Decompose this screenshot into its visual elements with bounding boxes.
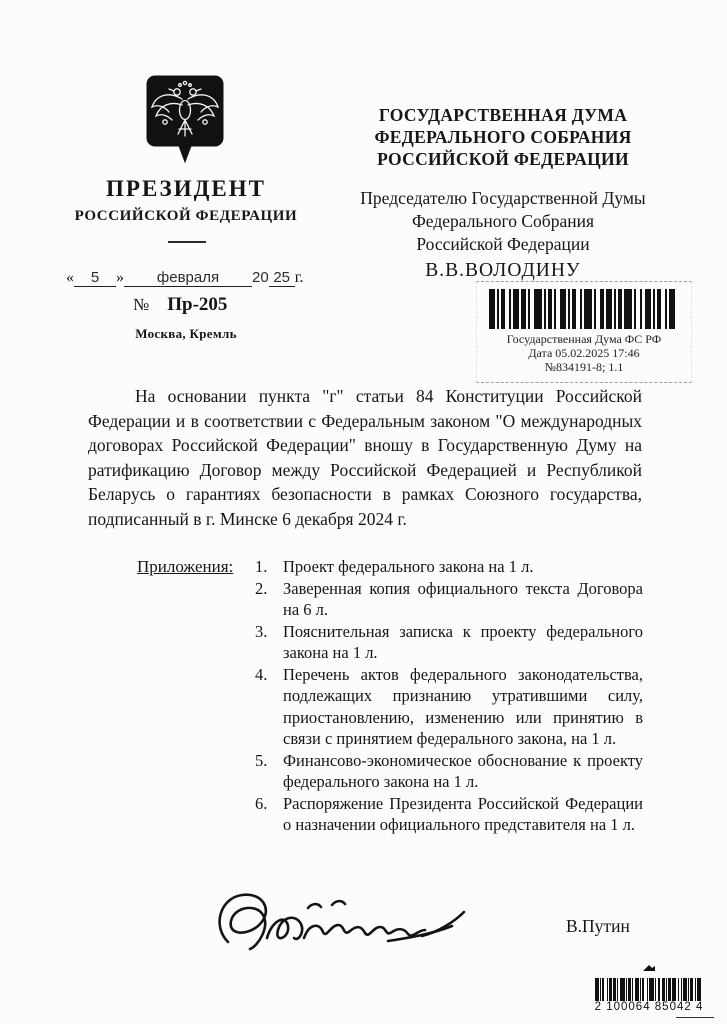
- divider-line: [168, 241, 206, 243]
- addressee-block: [336, 187, 670, 282]
- sender-subtitle: РОССИЙСКОЙ ФЕДЕРАЦИИ: [74, 208, 298, 224]
- bottom-barcode-block: [590, 960, 708, 1014]
- date-year-suffix: г.: [294, 269, 304, 286]
- attachments-list: [255, 556, 643, 836]
- recipient-org-line2: ФЕДЕРАЛЬНОГО СОБРАНИЯ: [374, 127, 632, 147]
- coat-of-arms-icon: [143, 74, 227, 170]
- addressee-line2: Федерального Собрания: [411, 211, 595, 231]
- addressee-line3: Российской Федерации: [416, 234, 590, 254]
- sender-title: ПРЕЗИДЕНТ: [106, 176, 266, 201]
- body-paragraph: На основании пункта "г" статьи 84 Конституции Российской Федерации и в соответствии с Федеральным законом "О международных договорах Российской Федерации" вношу в Государственную Думу на ратификацию Договор между Российской Федерацией и Республикой Беларусь о гарантиях безопасности в рамках Союзного государства, подписанный в г. Минске 6 декабря 2024 г.: [88, 386, 642, 529]
- print-mark-icon: [641, 964, 657, 972]
- attachment-item: Проект федерального закона на 1 л.: [283, 557, 534, 576]
- stamp-date: Дата 05.02.2025 17:46: [528, 346, 640, 360]
- attachment-item: Заверенная копия официального текста Договора на 6 л.: [283, 578, 643, 619]
- addressee-line1: Председателю Государственной Думы: [360, 188, 646, 208]
- open-quote: «: [66, 269, 74, 286]
- attachment-item: Пояснительная записка к проекту федерального закона на 1 л.: [283, 621, 643, 662]
- signature-autograph-icon: [212, 886, 497, 971]
- stamp-barcode-icon: [489, 289, 679, 329]
- barcode-digits: 2 100064 85042 4: [594, 1001, 704, 1013]
- date-month: февраля: [124, 269, 252, 287]
- stamp-org: Государственная Дума ФС РФ: [506, 332, 662, 346]
- attachment-item: Перечень актов федерального законодательства, подлежащих признанию утратившими силу, приостановлению, изменению или принятию в связи с принятием федерального закона, на 1 л.: [283, 664, 643, 748]
- date-century: 20: [252, 269, 269, 286]
- attachments-section: [137, 556, 643, 836]
- number-sign: №: [133, 295, 150, 314]
- recipient-block: [336, 104, 670, 282]
- pen-mark: [676, 1017, 714, 1019]
- addressee-name: В.В.ВОЛОДИНУ: [425, 260, 581, 281]
- recipient-org-line1: ГОСУДАРСТВЕННАЯ ДУМА: [378, 105, 628, 125]
- date-line: [66, 269, 303, 287]
- document-number: Пр-205: [167, 294, 228, 315]
- document-number-line: [133, 294, 227, 316]
- attachment-item: Финансово-экономическое обоснование к проекту федерального закона на 1 л.: [283, 750, 643, 791]
- close-quote: »: [116, 269, 124, 286]
- stamp-reg-number: №834191-8; 1.1: [544, 360, 624, 374]
- date-day: 5: [74, 269, 116, 287]
- recipient-org-line3: РОССИЙСКОЙ ФЕДЕРАЦИИ: [377, 149, 629, 169]
- signer-name: В.Путин: [566, 916, 630, 936]
- place-line: Москва, Кремль: [135, 326, 237, 341]
- registration-stamp: [476, 281, 692, 383]
- attachments-label: Приложения:: [137, 557, 234, 576]
- date-year: 25: [269, 269, 295, 287]
- document-barcode-icon: [595, 978, 703, 1001]
- attachment-item: Распоряжение Президента Российской Федерации о назначении официального представителя на 1 л.: [283, 793, 643, 834]
